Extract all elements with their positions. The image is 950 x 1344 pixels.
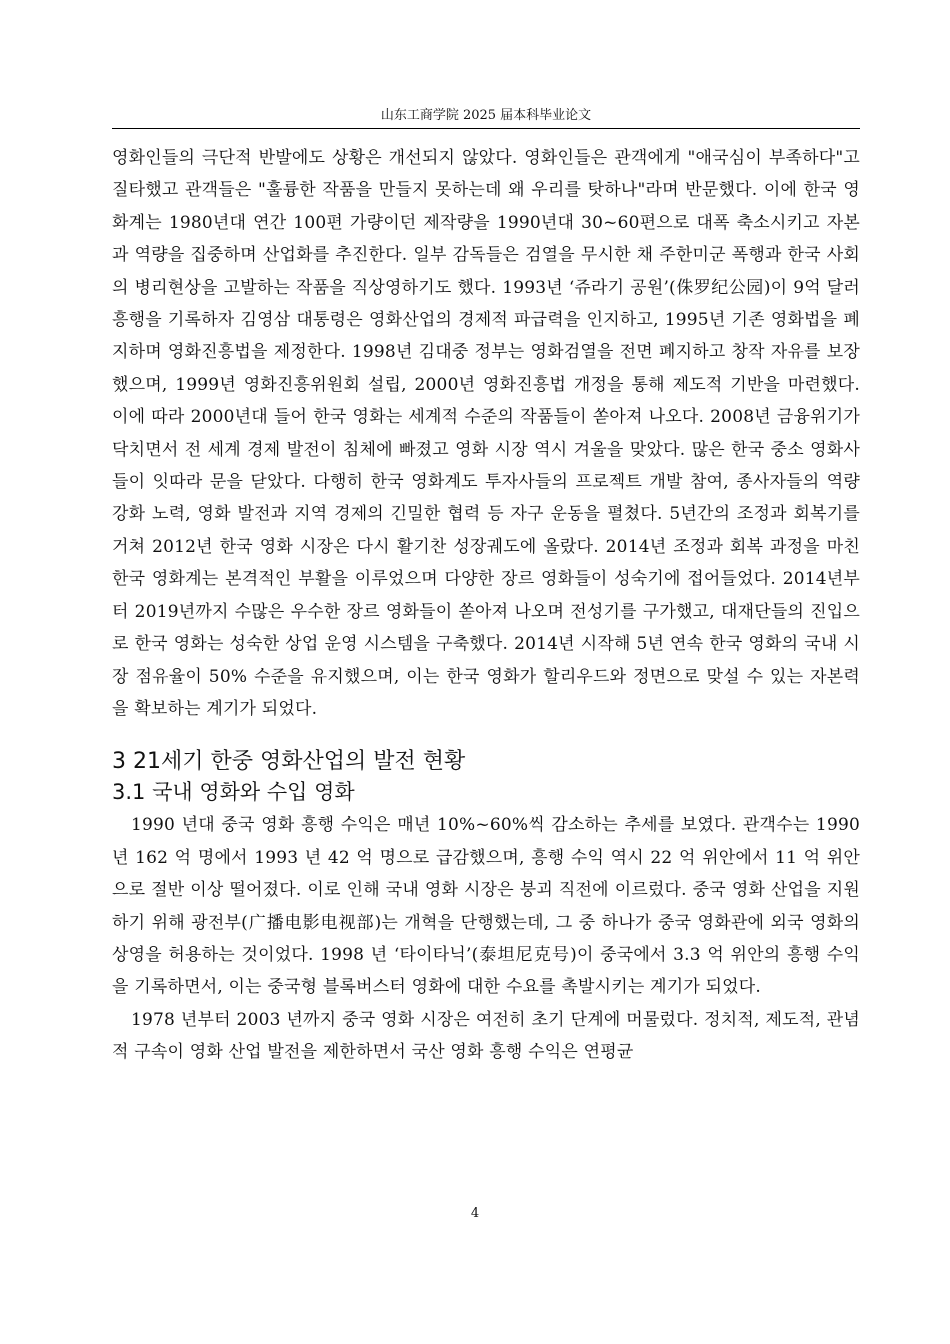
running-header: 山东工商学院 2025 届本科毕业论文 [380, 108, 592, 123]
paragraph-china-box-office-1990s: 1990 년대 중국 영화 흥행 수익은 매년 10%~60%씩 감소하는 추세를 보였다. 관객수는 1990 년 162 억 명에서 1993 년 42 억 명으로 급감했으며, 흥행 수익 역시 22 억 위안에서 11 억 위안으로 절반 이상 떨어졌다. 이로 인해 국내 영화 시장은 붕괴 직전에 이르렀다. 중국 영화 산업을 지원하기 위해 광전부(广播电影电视部)는 개혁을 단행했는데, 그 중 하나가 중국 영화관에 외국 영화의 상영을 허용하는 것이었다. 1998 년 ‘타이타닉’(泰坦尼克号)이 중국에서 3.3 억 위안의 흥행 수익을 기록하면서, 이는 중국형 블록버스터 영화에 대한 수요를 촉발시키는 계기가 되었다. [112, 815, 860, 998]
paragraph-korean-film-history: 영화인들의 극단적 반발에도 상황은 개선되지 않았다. 영화인들은 관객에게 "애국심이 부족하다"고 질타했고 관객들은 "훌륭한 작품을 만들지 못하는데 왜 우리를 탓하나"라며 반문했다. 이에 한국 영화계는 1980년대 연간 100편 가량이던 제작량을 1990년대 30~60편으로 대폭 축소시키고 자본과 역량을 집중하며 산업화를 추진한다. 일부 감독들은 검열을 무시한 채 주한미군 폭행과 한국 사회의 병리현상을 고발하는 작품을 직상영하기도 했다. 1993년 ‘쥬라기 공원’(侏罗纪公园)이 9억 달러 흥행을 기록하자 김영삼 대통령은 영화산업의 경제적 파급력을 인지하고, 1995년 기존 영화법을 폐지하며 영화진흥법을 제정한다. 1998년 김대중 정부는 영화검열을 전면 폐지하고 창작 자유를 보장했으며, 1999년 영화진흥위원회 설립, 2000년 영화진흥법 개정을 통해 제도적 기반을 마련했다. 이에 따라 2000년대 들어 한국 영화는 세계적 수준의 작품들이 쏟아져 나오다. 2008년 금융위기가 닥치면서 전 세계 경제 발전이 침체에 빠졌고 영화 시장 역시 겨울을 맞았다. 많은 한국 중소 영화사들이 잇따라 문을 닫았다. 다행히 한국 영화계도 투자사들의 프로젝트 개발 참여, 종사자들의 역량 강화 노력, 영화 발전과 지역 경제의 긴밀한 협력 등 자구 운동을 펼쳤다. 5년간의 조정과 회복기를 거쳐 2012년 한국 영화 시장은 다시 활기찬 성장궤도에 올랐다. 2014년 조정과 회복 과정을 마친 한국 영화계는 본격적인 부활을 이루었으며 다양한 장르 영화들이 성숙기에 접어들었다. 2014년부터 2019년까지 수많은 우수한 장르 영화들이 쏟아져 나오며 전성기를 구가했고, 대재단들의 진입으로 한국 영화는 성숙한 상업 운영 시스템을 구축했다. 2014년 시작해 5년 연속 한국 영화의 국내 시장 점유율이 50% 수준을 유지했으며, 이는 한국 영화가 할리우드와 정면으로 맞설 수 있는 자본력을 확보하는 계기가 되었다. [112, 148, 860, 719]
body-text [112, 142, 860, 1069]
paragraph-china-market-1978-2003: 1978 년부터 2003 년까지 중국 영화 시장은 여전히 초기 단계에 머물렀다. 정치적, 제도적, 관념적 구속이 영화 산업 발전을 제한하면서 국산 영화 흥행 수익은 연평균 [112, 1009, 860, 1063]
subsection-heading: 3.1 국내 영화와 수입 영화 [112, 780, 355, 805]
section-heading: 3 21세기 한중 영화산업의 발전 현황 [112, 749, 466, 775]
page-number: 4 [470, 1206, 480, 1221]
header-rule [112, 128, 860, 129]
